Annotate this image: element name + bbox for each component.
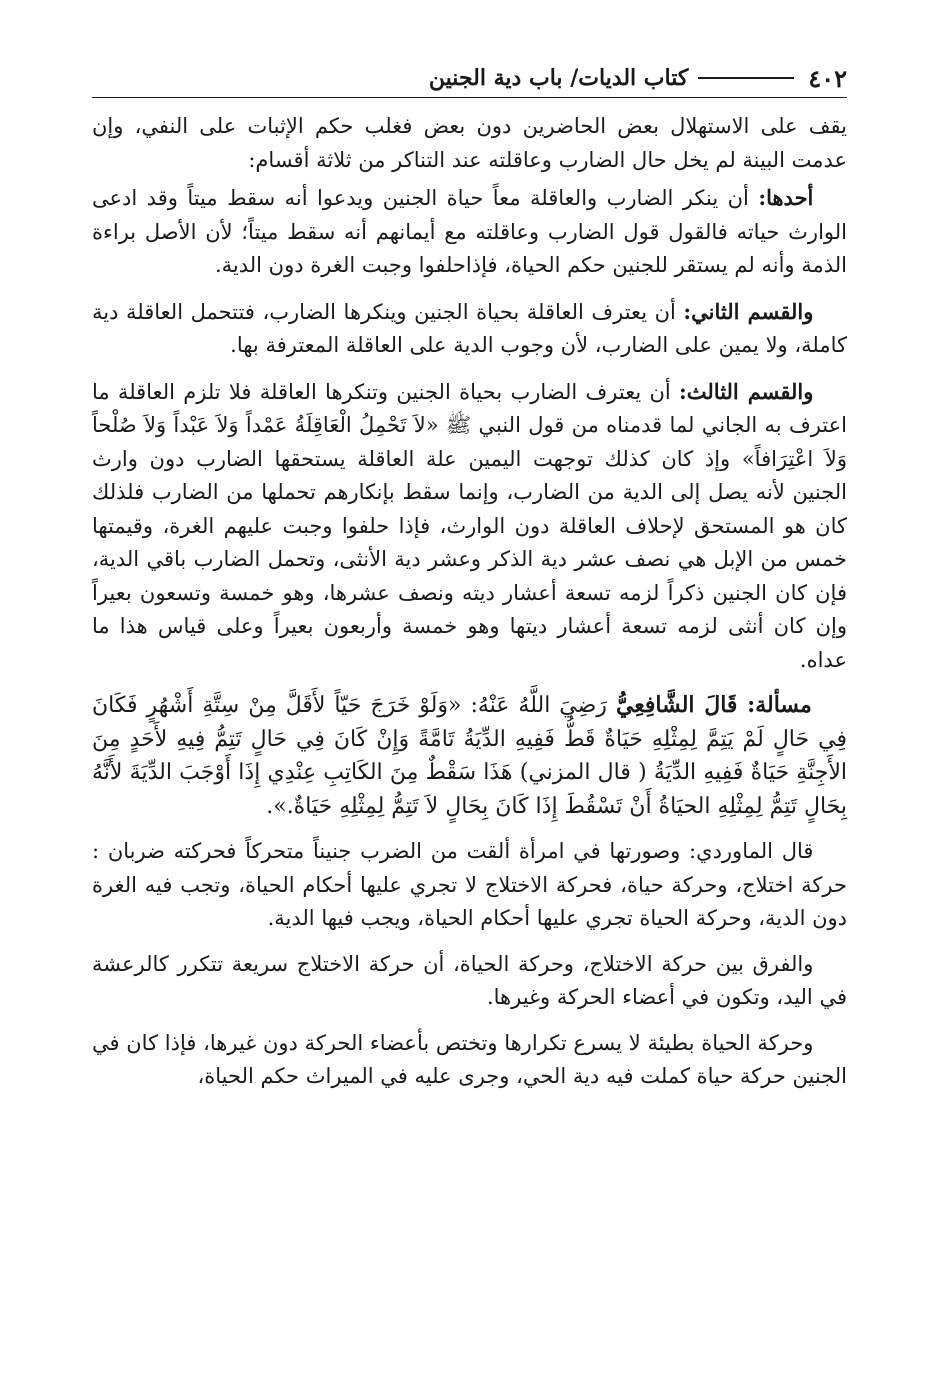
paragraph-text: أن يعترف الضارب بحياة الجنين وتنكرها العاقلة فلا تلزم العاقلة ما اعترف به الجاني لما قدمناه من قول النبي ﷺ «لاَ تَحْمِلُ الْعَاقِلَةُ عَمْداً وَلاَ عَبْداً وَلاَ صُلْحاً وَلاَ اعْتِرَافاً» وإذ كان كذلك توجهت اليمين علة العاقلة يستحقها الضارب دون وارث الجنين لأنه يصل إلى الدية من الضارب، وإنما سقط بإنكارهم تحملها من الضارب فلذلك كان هو المستحق لإحلاف العاقلة دون الوارث، فإذا حلفوا وجبت عليهم الغرة، وقيمتها خمس من الإبل هي نصف عشر دية الذكر وعشر دية الأنثى، وتحمل الضارب باقي الدية، فإن كان الجنين ذكراً لزمه تسعة أعشار ديته ونصف عشرها، وهو خمسة وتسعون بعيراً وإن كان أنثى لزمه تسعة أعشار ديتها وهو خمسة وأربعون بعيراً وعلى قياس هذا ما عداه. [92, 379, 847, 672]
running-title: كتاب الديات/ باب دية الجنين [428, 65, 689, 91]
paragraph-masala [92, 689, 847, 823]
page-header [92, 58, 847, 98]
page-body [92, 110, 847, 1106]
paragraph-life-movement [92, 1027, 847, 1094]
paragraph-text: والفرق بين حركة الاختلاج، وحركة الحياة، أن حركة الاختلاج سريعة تتكرر كالرعشة في اليد، وتكون في أعضاء الحركة وغيرها. [92, 951, 847, 1009]
header-underline [92, 97, 847, 98]
paragraph-difference [92, 948, 847, 1015]
page-number: ٤٠٢ [808, 63, 847, 93]
paragraph-text: يقف على الاستهلال بعض الحاضرين دون بعض فغلب حكم الإثبات على النفي، وإن عدمت البينة لم يخل حال الضارب وعاقلته عند التناكر من ثلاثة أقسام: [92, 114, 847, 172]
paragraph-text: أن ينكر الضارب والعاقلة معاً حياة الجنين ويدعوا أنه سقط ميتاً وقد ادعى الوارث حياته فالقول قول الضارب وعاقلته مع أيمانهم أنه سقط ميتاً؛ لأن الأصل براءة الذمة وأنه لم يستقر للجنين حكم الحياة، فإذاحلفوا وجبت الغرة دون الدية. [92, 186, 847, 277]
paragraph-lead: والقسم الثاني: [683, 298, 814, 324]
paragraph-lead: أحدها: [758, 185, 814, 210]
paragraph-continuation [92, 110, 847, 177]
paragraph-text: قال الماوردي: وصورتها في امرأة ألقت من الضرب جنيناً متحركاً فحركته ضربان : حركة اختلاج، وحركة حياة، فحركة الاختلاج لا تجري عليها أحكام الحياة، وتجب فيه الغرة دون الدية، وحركة الحياة تجري عليها أحكام الحياة، ويجب فيها الدية. [92, 839, 847, 930]
paragraph-first-case [92, 181, 847, 283]
paragraph-mawardi [92, 835, 847, 936]
header-rule [698, 77, 794, 79]
paragraph-second-case [92, 295, 847, 363]
paragraph-text: أن يعترف العاقلة بحياة الجنين وينكرها الضارب، فتتحمل العاقلة دية كاملة، ولا يمين على الضارب، لأن وجوب الدية على العاقلة المعترفة بها. [92, 299, 847, 357]
paragraph-third-case [92, 375, 847, 678]
paragraph-text: رَضِيَ اللَّهُ عَنْهُ: «وَلَوْ خَرَجَ حَيّاً لأَقَلَّ مِنْ سِتَّةِ أَشْهُرٍ فَكَانَ فِي حَالٍ لَمْ يَتِمَّ لِمِثْلِهِ حَيَاةٌ قَطُّ فَفِيهِ الدِّيَةُ تَامَّةً وَإِنْ كَانَ فِي حَالٍ تَتِمُّ فِيهِ لأَحَدٍ مِنَ الأَجِنَّةِ حَيَاةٌ فَفِيهِ الدِّيَةُ ( قال المزني) هَذَا سَقْطٌ مِنَ الكَاتِبِ عِنْدِي إِذَا أَوْجَبَ الدِّيَةَ لأَنَّهُ بِحَالٍ تَتِمُّ لِمِثْلِهِ الحيَاةُ أَنْ تَسْقُطَ إِذَا كَانَ بِحَالٍ لاَ تَتِمُّ لِمِثْلِهِ حَيَاةٌ.». [92, 693, 847, 819]
paragraph-lead: والقسم الثالث: [679, 378, 814, 404]
paragraph-text: وحركة الحياة بطيئة لا يسرع تكرارها وتختص بأعضاء الحركة دون غيرها، فإذا كان في الجنين حركة حياة كملت فيه دية الحي، وجرى عليه في الميراث حكم الحياة، [92, 1030, 847, 1088]
paragraph-lead: مسألة: قَالَ الشَّافِعِيُّ [615, 692, 812, 718]
